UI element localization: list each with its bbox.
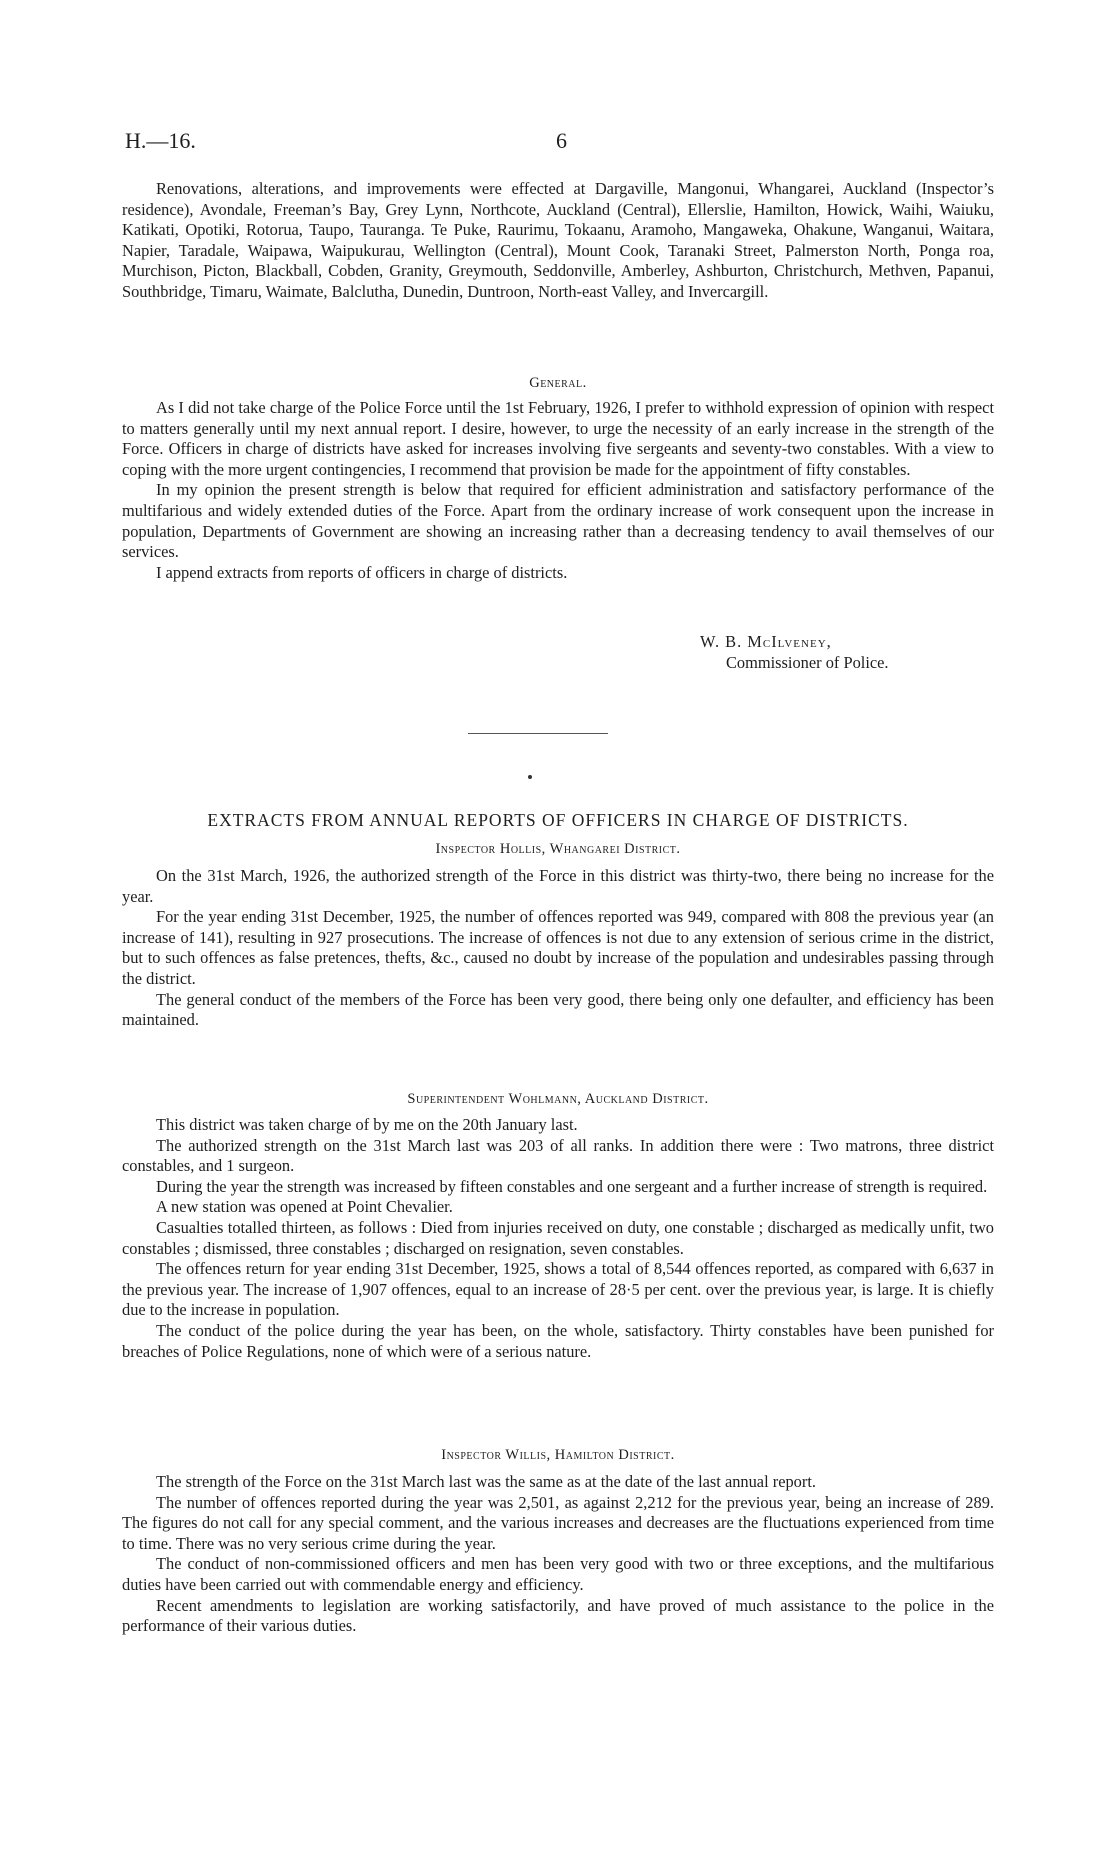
auckland-heading: Superintendent Wohlmann, Auckland District. (407, 1091, 709, 1107)
whangarei-paragraph-2: For the year ending 31st December, 1925, the number of offences reported was 949, compared with 808 the previous year (an increase of 141), resulting in 927 prosecutions. The increase of offences is not due to any extension of serious crime in the district, but to such offences as false pretences, thefts, &c., caused no doubt by increase of the population and undesirables passing through the district. (122, 907, 994, 988)
extracts-heading: EXTRACTS FROM ANNUAL REPORTS OF OFFICERS IN CHARGE OF DISTRICTS. (207, 810, 909, 830)
divider-dot (528, 775, 532, 779)
auckland-paragraph-2: The authorized strength on the 31st March last was 203 of all ranks. In addition there were : Two matrons, three district constables, and 1 surgeon. (122, 1135, 994, 1176)
general-section (122, 398, 994, 583)
whangarei-paragraph-3: The general conduct of the members of the Force has been very good, there being only one defaulter, and efficiency has been maintained. (122, 989, 994, 1030)
auckland-paragraph-6: The offences return for year ending 31st December, 1925, shows a total of 8,544 offences reported, as compared with 6,637 in the previous year. The increase of 1,907 offences, equal to an increase of 28·5 per cent. over the previous year, is large. It is chiefly due to the increase in population. (122, 1259, 994, 1320)
general-paragraph-3: I append extracts from reports of officers in charge of districts. (156, 562, 568, 582)
auckland-paragraph-4: A new station was opened at Point Chevalier. (156, 1197, 453, 1217)
hamilton-section (122, 1472, 994, 1637)
auckland-paragraph-3: During the year the strength was increased by fifteen constables and one sergeant and a further increase of strength is required. (156, 1176, 988, 1196)
whangarei-heading: Inspector Hollis, Whangarei District. (435, 841, 681, 857)
general-heading: General. (529, 375, 587, 391)
hamilton-paragraph-4: Recent amendments to legislation are working satisfactorily, and have proved of much assistance to the police in the performance of their various duties. (122, 1595, 994, 1636)
signature-block (700, 631, 889, 673)
auckland-paragraph-5: Casualties totalled thirteen, as follows : Died from injuries received on duty, one constable ; discharged as medically unfit, two constables ; dismissed, three constables ; discharged on resignation, seven constables. (122, 1217, 994, 1258)
auckland-section (122, 1115, 994, 1362)
general-paragraph-2: In my opinion the present strength is below that required for efficient administration and satisfactory performance of the multifarious and widely extended duties of the Force. Apart from the ordinary increase of work consequent upon the increase in population, Departments of Government are showing an increasing rather than a decreasing tendency to avail themselves of our services. (122, 480, 994, 562)
section-divider (468, 733, 608, 734)
hamilton-paragraph-3: The conduct of non-commissioned officers and men has been very good with two or three exceptions, and the multifarious duties have been carried out with commendable energy and efficiency. (122, 1554, 994, 1594)
hamilton-paragraph-1: The strength of the Force on the 31st March last was the same as at the date of the last annual report. (156, 1472, 816, 1491)
renovations-section (122, 179, 994, 303)
signature-name: W. B. McIlveney, (700, 632, 832, 651)
renovations-paragraph: Renovations, alterations, and improvements were effected at Dargaville, Mangonui, Whangarei, Auckland (Inspector’s residence), Avondale, Freeman’s Bay, Grey Lynn, Northcote, Auckland (Central), Ellerslie, Hamilton, Howick, Waihi, Waiuku, Katikati, Opotiki, Rotorua, Taupo, Tauranga. Te Puke, Raurimu, Tokaanu, Aramoho, Mangaweka, Ohakune, Wanganui, Waitara, Napier, Taradale, Waipawa, Waipukurau, Wellington (Central), Mount Cook, Taranaki Street, Palmerston North, Ponga roa, Murchison, Picton, Blackball, Cobden, Granity, Greymouth, Seddonville, Amberley, Ashburton, Christchurch, Methven, Papanui, Southbridge, Timaru, Waimate, Balclutha, Dunedin, Duntroon, North-east Valley, and Invercargill. (122, 179, 994, 301)
auckland-paragraph-7: The conduct of the police during the year has been, on the whole, satisfactory. Thirty constables have been punished for breaches of Police Regulations, none of which were of a serious nature. (122, 1320, 994, 1361)
hamilton-heading: Inspector Willis, Hamilton District. (441, 1447, 675, 1463)
page-number: 6 (556, 128, 567, 153)
document-code: H.—16. (125, 128, 196, 153)
signature-title: Commissioner of Police. (726, 653, 889, 672)
whangarei-paragraph-1: On the 31st March, 1926, the authorized strength of the Force in this district was thirty-two, there being no increase for the year. (122, 866, 994, 906)
whangarei-section (122, 866, 994, 1031)
hamilton-paragraph-2: The number of offences reported during the year was 2,501, as against 2,212 for the previous year, being an increase of 289. The figures do not call for any special comment, and the various increases and decreases are the fluctuations experienced from time to time. There was no very serious crime during the year. (122, 1492, 994, 1553)
auckland-paragraph-1: This district was taken charge of by me on the 20th January last. (156, 1115, 578, 1134)
general-paragraph-1: As I did not take charge of the Police Force until the 1st February, 1926, I prefer to withhold expression of opinion with respect to matters generally until my next annual report. I desire, however, to urge the necessity of an early increase in the strength of the Force. Officers in charge of districts have asked for increases involving five sergeants and seventy-two constables. With a view to coping with the more urgent contingencies, I recommend that provision be made for the appointment of fifty constables. (122, 398, 994, 479)
